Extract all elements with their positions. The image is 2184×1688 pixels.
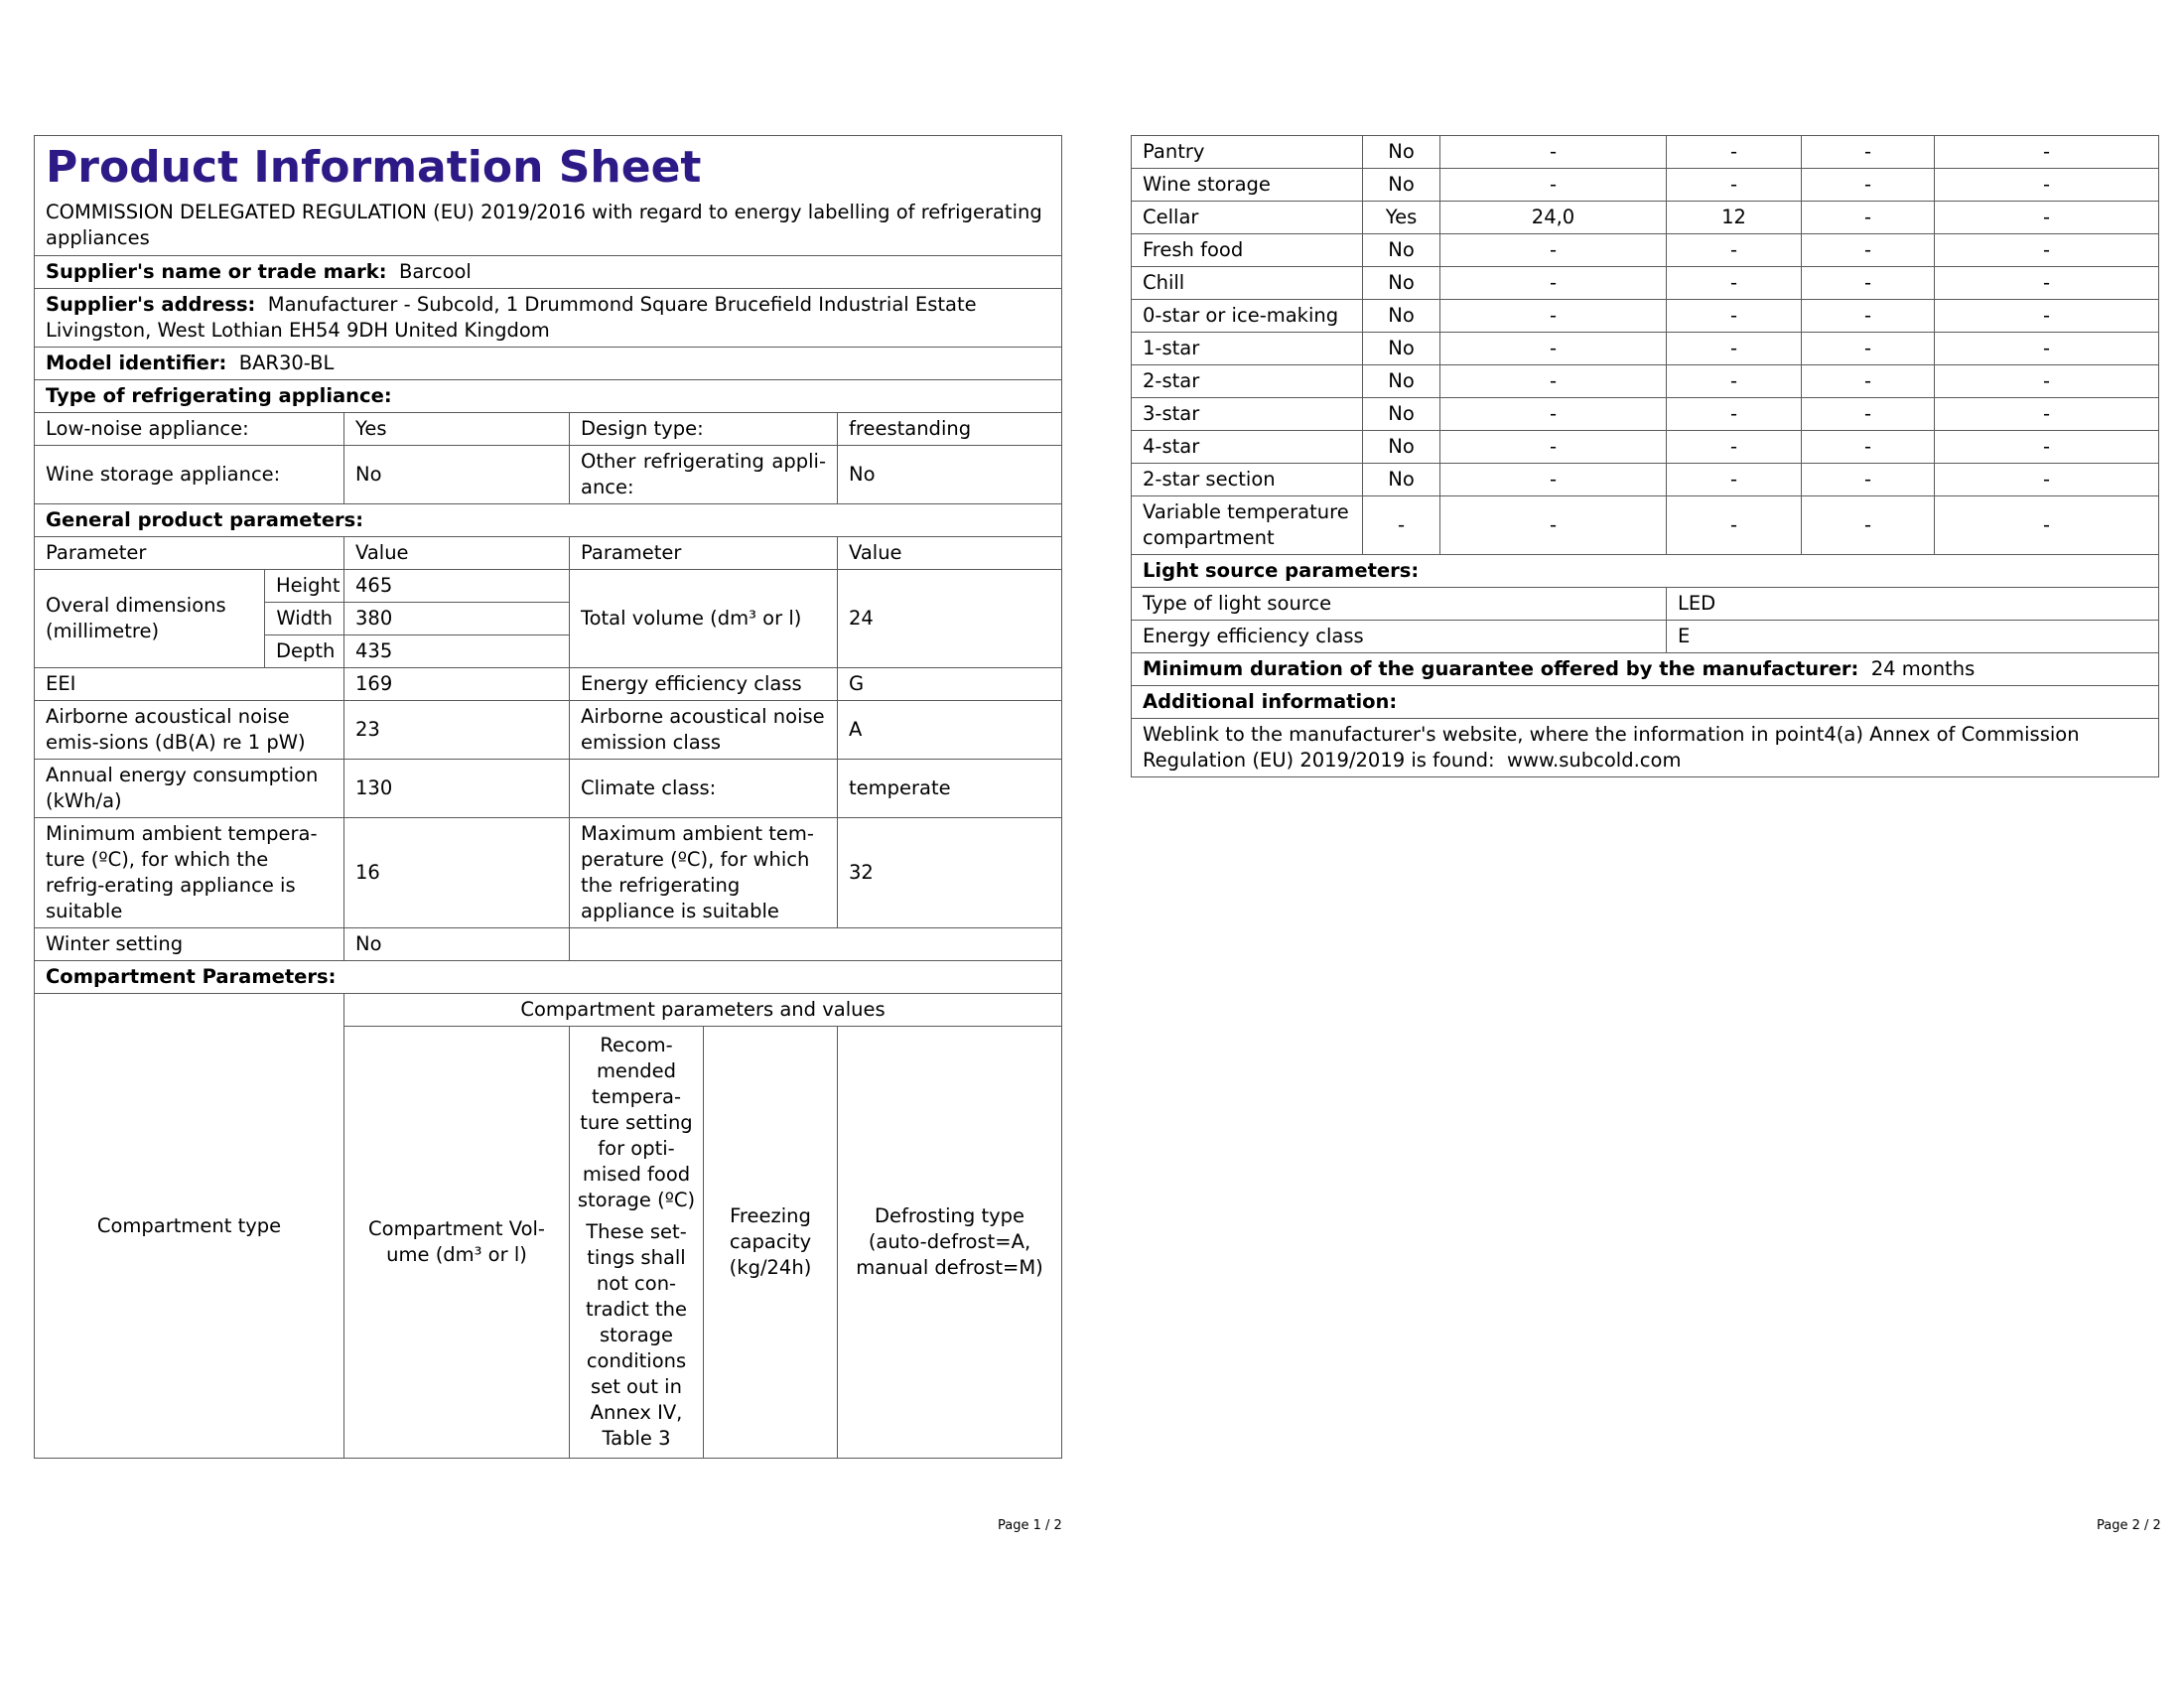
width-label: Width bbox=[265, 603, 344, 635]
compartment-volume-cell: - bbox=[1440, 300, 1667, 333]
compartment-temp-cell: - bbox=[1667, 333, 1802, 365]
col-parameter-2: Parameter bbox=[570, 537, 838, 570]
model-label: Model identifier: bbox=[46, 352, 227, 374]
compartment-freezing-cell: - bbox=[1802, 136, 1935, 169]
guarantee-label: Minimum duration of the guarantee offered by the manufacturer: bbox=[1143, 657, 1859, 680]
winter-label: Winter setting bbox=[35, 928, 344, 961]
max-ambient-value: 32 bbox=[838, 818, 1062, 928]
depth-value: 435 bbox=[344, 635, 570, 668]
col-value-2: Value bbox=[838, 537, 1062, 570]
compartment-defrost-cell: - bbox=[1935, 267, 2159, 300]
compartment-freezing-cell: - bbox=[1802, 300, 1935, 333]
compartment-type-cell: Wine storage bbox=[1132, 169, 1363, 202]
light-type-label: Type of light source bbox=[1132, 588, 1667, 621]
compartment-type-cell: 3-star bbox=[1132, 398, 1363, 431]
noise-emission-label: Airborne acoustical noise emis-sions (dB(A) re 1 pW) bbox=[35, 701, 344, 760]
energy-class-label: Energy efficiency class bbox=[570, 668, 838, 701]
compartment-row bbox=[1132, 202, 2159, 234]
compartment-row bbox=[1132, 431, 2159, 464]
eei-value: 169 bbox=[344, 668, 570, 701]
annual-energy-label: Annual energy consumption (kWh/a) bbox=[35, 760, 344, 818]
compartment-defrost-cell: - bbox=[1935, 300, 2159, 333]
low-noise-value: Yes bbox=[344, 413, 570, 446]
guarantee-value: 24 months bbox=[1870, 657, 1976, 680]
compartment-params-values: Compartment parameters and values bbox=[344, 994, 1062, 1027]
compartment-temp-cell: - bbox=[1667, 431, 1802, 464]
compartment-row bbox=[1132, 398, 2159, 431]
compartment-type-cell: Chill bbox=[1132, 267, 1363, 300]
compartment-freezing-cell: - bbox=[1802, 234, 1935, 267]
light-class-label: Energy efficiency class bbox=[1132, 621, 1667, 653]
noise-class-label: Airborne acoustical noise emission class bbox=[570, 701, 838, 760]
design-type-label: Design type: bbox=[570, 413, 838, 446]
page-2 bbox=[1131, 135, 2158, 777]
compartment-temp-cell: - bbox=[1667, 496, 1802, 555]
col-compartment-type: Compartment type bbox=[35, 994, 344, 1459]
noise-emission-value: 23 bbox=[344, 701, 570, 760]
noise-class-value: A bbox=[838, 701, 1062, 760]
compartment-rows bbox=[1132, 136, 2159, 555]
model-identifier: BAR30-BL bbox=[238, 352, 335, 374]
eei-label: EEI bbox=[35, 668, 344, 701]
compartment-freezing-cell: - bbox=[1802, 267, 1935, 300]
compartment-present-cell: No bbox=[1363, 169, 1440, 202]
regulation-text: COMMISSION DELEGATED REGULATION (EU) 2019/2016 with regard to energy labelling of refrigerating appliances bbox=[46, 201, 1042, 249]
height-label: Height bbox=[265, 570, 344, 603]
compartment-freezing-cell: - bbox=[1802, 464, 1935, 496]
compartment-type-cell: 1-star bbox=[1132, 333, 1363, 365]
compartment-defrost-cell: - bbox=[1935, 496, 2159, 555]
winter-value: No bbox=[344, 928, 570, 961]
compartment-row bbox=[1132, 136, 2159, 169]
compartment-present-cell: No bbox=[1363, 267, 1440, 300]
compartment-row bbox=[1132, 464, 2159, 496]
compartment-freezing-cell: - bbox=[1802, 365, 1935, 398]
compartment-defrost-cell: - bbox=[1935, 202, 2159, 234]
supplier-address: Manufacturer - Subcold, 1 Drummond Square Brucefield Industrial Estate Livingston, West Lothian EH54 9DH United Kingdom bbox=[46, 293, 977, 342]
supplier-address-label: Supplier's address: bbox=[46, 293, 256, 316]
col-recommended-note: These set-tings shall not con-tradict the storage conditions set out in Annex IV, Table 3 bbox=[586, 1220, 687, 1450]
compartment-defrost-cell: - bbox=[1935, 136, 2159, 169]
compartment-volume-cell: - bbox=[1440, 464, 1667, 496]
page-1 bbox=[34, 135, 1061, 1459]
weblink-url[interactable]: www.subcold.com bbox=[1507, 749, 1682, 772]
compartment-volume-cell: - bbox=[1440, 496, 1667, 555]
compartment-defrost-cell: - bbox=[1935, 464, 2159, 496]
total-volume-label: Total volume (dm³ or l) bbox=[570, 570, 838, 668]
min-ambient-label: Minimum ambient tempera-ture (ºC), for which the refrig-erating appliance is suitable bbox=[35, 818, 344, 928]
page-title: Product Information Sheet bbox=[46, 142, 702, 193]
compartment-volume-cell: - bbox=[1440, 267, 1667, 300]
supplier-address-row bbox=[35, 289, 1062, 348]
compartment-type-cell: Pantry bbox=[1132, 136, 1363, 169]
compartment-freezing-cell: - bbox=[1802, 431, 1935, 464]
dims-label: Overal dimensions (millimetre) bbox=[35, 570, 265, 668]
compartment-present-cell: - bbox=[1363, 496, 1440, 555]
compartment-row bbox=[1132, 496, 2159, 555]
compartment-volume-cell: - bbox=[1440, 365, 1667, 398]
col-compartment-volume: Compartment Vol-ume (dm³ or l) bbox=[344, 1027, 570, 1459]
width-value: 380 bbox=[344, 603, 570, 635]
climate-class-label: Climate class: bbox=[570, 760, 838, 818]
compartment-type-cell: Cellar bbox=[1132, 202, 1363, 234]
col-freezing-capacity: Freezing capacity (kg/24h) bbox=[704, 1027, 838, 1459]
compartment-present-cell: Yes bbox=[1363, 202, 1440, 234]
compartment-row bbox=[1132, 365, 2159, 398]
compartment-defrost-cell: - bbox=[1935, 431, 2159, 464]
col-value-1: Value bbox=[344, 537, 570, 570]
compartment-defrost-cell: - bbox=[1935, 398, 2159, 431]
col-parameter-1: Parameter bbox=[35, 537, 344, 570]
design-type-value: freestanding bbox=[838, 413, 1062, 446]
compartment-row bbox=[1132, 169, 2159, 202]
compartment-temp-cell: - bbox=[1667, 234, 1802, 267]
compartment-volume-cell: - bbox=[1440, 398, 1667, 431]
type-heading: Type of refrigerating appliance: bbox=[35, 380, 1062, 413]
climate-class-value: temperate bbox=[838, 760, 1062, 818]
compartment-defrost-cell: - bbox=[1935, 169, 2159, 202]
compartment-present-cell: No bbox=[1363, 464, 1440, 496]
compartment-present-cell: No bbox=[1363, 300, 1440, 333]
min-ambient-value: 16 bbox=[344, 818, 570, 928]
compartment-temp-cell: - bbox=[1667, 136, 1802, 169]
compartment-present-cell: No bbox=[1363, 431, 1440, 464]
height-value: 465 bbox=[344, 570, 570, 603]
compartment-row bbox=[1132, 267, 2159, 300]
compartment-volume-cell: 24,0 bbox=[1440, 202, 1667, 234]
compartment-type-cell: 2-star bbox=[1132, 365, 1363, 398]
compartment-temp-cell: - bbox=[1667, 464, 1802, 496]
compartment-volume-cell: - bbox=[1440, 169, 1667, 202]
compartment-freezing-cell: - bbox=[1802, 202, 1935, 234]
product-info-table bbox=[34, 135, 1062, 1459]
compartment-freezing-cell: - bbox=[1802, 333, 1935, 365]
compartment-present-cell: No bbox=[1363, 365, 1440, 398]
compartment-type-cell: Variable temperature compartment bbox=[1132, 496, 1363, 555]
compartment-heading: Compartment Parameters: bbox=[35, 961, 1062, 994]
compartment-volume-cell: - bbox=[1440, 333, 1667, 365]
col-recommended-temp: Recom-mended tempera-ture setting for opti-mised food storage (ºC) bbox=[577, 1034, 696, 1211]
compartment-temp-cell: - bbox=[1667, 365, 1802, 398]
other-refrig-label: Other refrigerating appli-ance: bbox=[570, 446, 838, 504]
compartment-volume-cell: - bbox=[1440, 431, 1667, 464]
additional-heading: Additional information: bbox=[1132, 686, 2159, 719]
light-heading: Light source parameters: bbox=[1132, 555, 2159, 588]
supplier-name: Barcool bbox=[398, 260, 472, 283]
general-heading: General product parameters: bbox=[35, 504, 1062, 537]
light-type-value: LED bbox=[1667, 588, 2159, 621]
compartment-temp-cell: 12 bbox=[1667, 202, 1802, 234]
low-noise-label: Low-noise appliance: bbox=[35, 413, 344, 446]
compartment-type-cell: Fresh food bbox=[1132, 234, 1363, 267]
supplier-name-label: Supplier's name or trade mark: bbox=[46, 260, 387, 283]
compartment-volume-cell: - bbox=[1440, 136, 1667, 169]
energy-class-value: G bbox=[838, 668, 1062, 701]
wine-storage-value: No bbox=[344, 446, 570, 504]
compartment-temp-cell: - bbox=[1667, 169, 1802, 202]
light-class-value: E bbox=[1667, 621, 2159, 653]
compartment-temp-cell: - bbox=[1667, 267, 1802, 300]
compartment-present-cell: No bbox=[1363, 398, 1440, 431]
total-volume-value: 24 bbox=[838, 570, 1062, 668]
max-ambient-label: Maximum ambient tem-perature (ºC), for which the refrigerating appliance is suitable bbox=[570, 818, 838, 928]
compartment-row bbox=[1132, 300, 2159, 333]
compartment-freezing-cell: - bbox=[1802, 496, 1935, 555]
annual-energy-value: 130 bbox=[344, 760, 570, 818]
compartment-row bbox=[1132, 234, 2159, 267]
wine-storage-label: Wine storage appliance: bbox=[35, 446, 344, 504]
compartment-present-cell: No bbox=[1363, 136, 1440, 169]
guarantee-row bbox=[1132, 653, 2159, 686]
weblink-row bbox=[1132, 719, 2159, 777]
col-defrosting: Defrosting type (auto-defrost=A, manual defrost=M) bbox=[838, 1027, 1062, 1459]
compartment-present-cell: No bbox=[1363, 333, 1440, 365]
model-row bbox=[35, 348, 1062, 380]
compartment-type-cell: 0-star or ice-making bbox=[1132, 300, 1363, 333]
compartment-table bbox=[1131, 135, 2159, 777]
supplier-name-row bbox=[35, 256, 1062, 289]
page-number-2: Page 2 / 2 bbox=[2097, 1518, 2161, 1533]
page-number-1: Page 1 / 2 bbox=[998, 1518, 1062, 1533]
compartment-defrost-cell: - bbox=[1935, 234, 2159, 267]
weblink-text: Weblink to the manufacturer's website, where the information in point4(a) Annex of Commission Regulation (EU) 2019/2019 is found: bbox=[1143, 723, 2080, 772]
compartment-type-cell: 2-star section bbox=[1132, 464, 1363, 496]
compartment-temp-cell: - bbox=[1667, 398, 1802, 431]
compartment-freezing-cell: - bbox=[1802, 169, 1935, 202]
compartment-freezing-cell: - bbox=[1802, 398, 1935, 431]
compartment-defrost-cell: - bbox=[1935, 333, 2159, 365]
compartment-type-cell: 4-star bbox=[1132, 431, 1363, 464]
compartment-temp-cell: - bbox=[1667, 300, 1802, 333]
compartment-row bbox=[1132, 333, 2159, 365]
compartment-present-cell: No bbox=[1363, 234, 1440, 267]
other-refrig-value: No bbox=[838, 446, 1062, 504]
depth-label: Depth bbox=[265, 635, 344, 668]
compartment-defrost-cell: - bbox=[1935, 365, 2159, 398]
compartment-volume-cell: - bbox=[1440, 234, 1667, 267]
